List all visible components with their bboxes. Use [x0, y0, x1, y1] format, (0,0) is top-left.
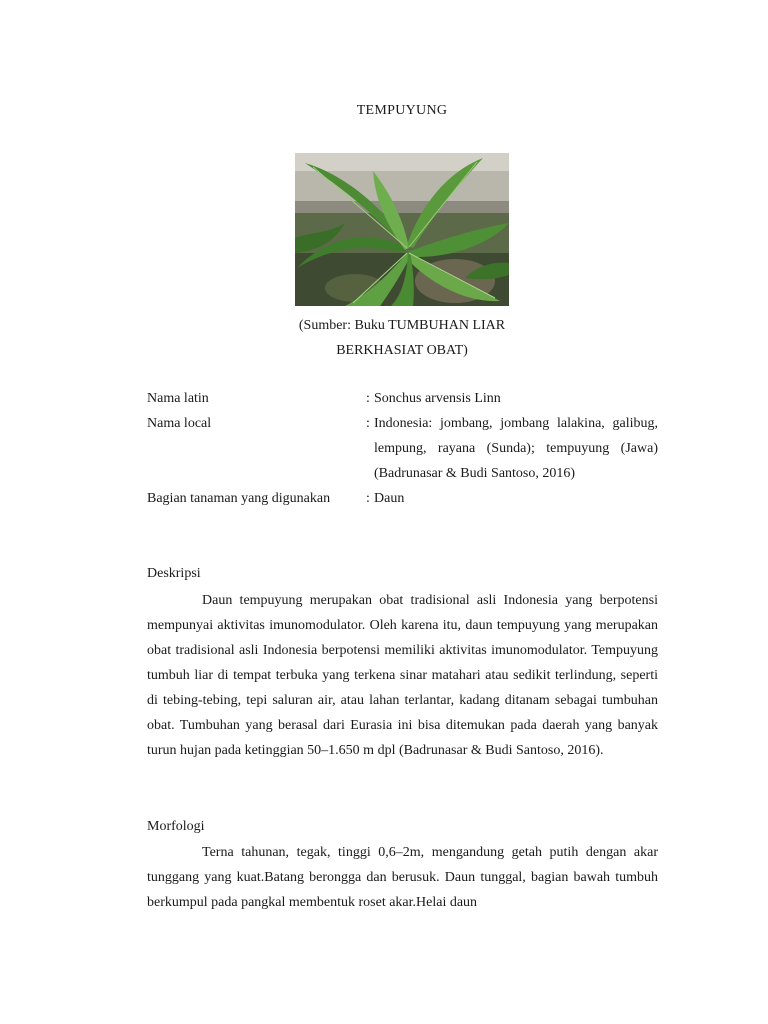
plant-info-fields	[147, 386, 658, 511]
section-body-deskripsi: Daun tempuyung merupakan obat tradisional asli Indonesia yang berpotensi mempunyai aktivitas imunomodulator. Oleh karena itu, daun tempuyung yang merupakan obat tradisional asli Indonesia berpotensi memiliki aktivitas imunomodulator. Tempuyung tumbuh liar di tempat terbuka yang terkena sinar matahari atau sedikit terlindung, seperti di tebing-tebing, tepi saluran air, atau lahan terlantar, kadang ditanam sebagai tumbuhan obat. Tumbuhan yang berasal dari Eurasia ini bisa ditemukan pada daerah yang banyak turun hujan pada ketinggian 50–1.650 m dpl (Badrunasar & Budi Santoso, 2016).	[147, 593, 658, 758]
field-value: Indonesia: jombang, jombang lalakina, galibug, lempung, rayana (Sunda); tempuyung (Jawa) (Badrunasar & Budi Santoso, 2016)	[374, 416, 658, 481]
field-label: Nama latin	[147, 391, 209, 406]
caption-line: (Sumber: Buku TUMBUHAN LIAR	[298, 318, 506, 333]
field-colon: :	[366, 491, 370, 506]
section-heading-morfologi: Morfologi	[147, 819, 205, 834]
plant-photo	[295, 153, 509, 306]
image-caption	[250, 313, 554, 363]
section-body-morfologi: Terna tahunan, tegak, tinggi 0,6–2m, mengandung getah putih dengan akar tunggang yang kuat.Batang berongga dan berusuk. Daun tunggal, bagian bawah tumbuh berkumpul pada pangkal membentuk roset akar.Helai daun	[147, 845, 658, 910]
field-label: Bagian tanaman yang digunakan	[147, 491, 331, 506]
field-plant-part	[147, 486, 658, 511]
field-local-name	[147, 411, 658, 486]
caption-line: BERKHASIAT OBAT)	[336, 343, 468, 358]
field-value: Daun	[374, 491, 405, 506]
field-colon: :	[366, 391, 370, 406]
section-heading-deskripsi: Deskripsi	[147, 566, 201, 581]
page-title: TEMPUYUNG	[356, 103, 448, 118]
field-latin-name	[147, 386, 658, 411]
field-label: Nama local	[147, 416, 212, 431]
field-value: Sonchus arvensis Linn	[374, 391, 501, 406]
field-colon: :	[366, 416, 370, 431]
